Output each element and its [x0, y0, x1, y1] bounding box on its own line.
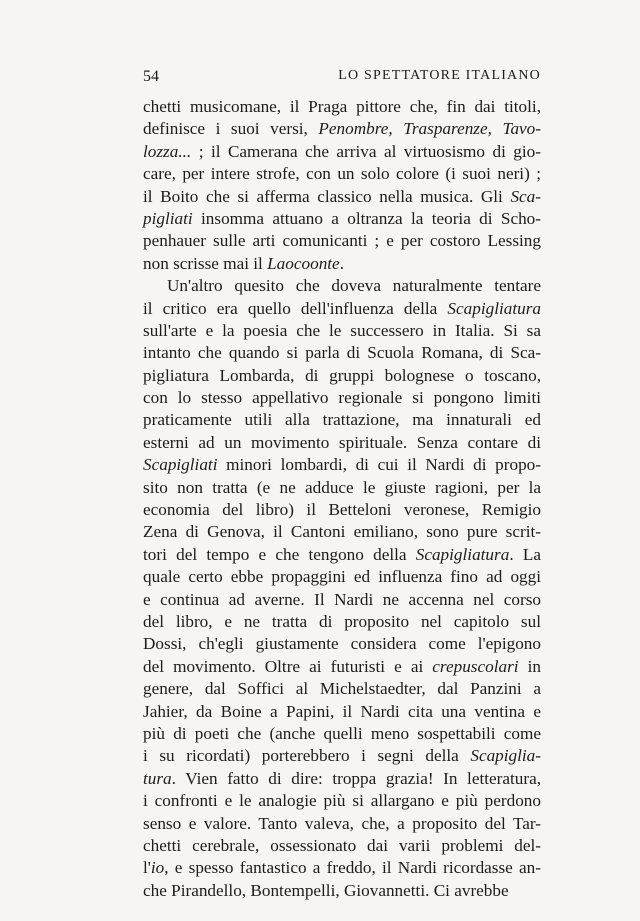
page-header — [143, 68, 541, 92]
text-line — [143, 365, 541, 387]
text-line — [143, 141, 541, 163]
text-line — [143, 835, 541, 857]
body-text — [143, 96, 541, 902]
text-run: , e spesso fantastico a freddo, il Nardi ricordasse an- — [164, 858, 541, 878]
text-run: genere, dal Soffici al Michelstaedter, dal Panzini a — [143, 679, 541, 699]
text-run: penhauer sulle arti comunicanti ; e per costoro Lessing — [143, 231, 541, 251]
text-line — [143, 499, 541, 521]
italic-text: Penombre, Trasparenze, Tavo- — [318, 119, 541, 139]
text-run: il Boito che si afferma classico nella musica. Gli — [143, 186, 511, 206]
text-line — [143, 387, 541, 409]
text-line — [143, 813, 541, 835]
italic-text: Sca- — [510, 186, 541, 206]
text-line — [143, 633, 541, 655]
running-head: LO SPETTATORE ITALIANO — [338, 68, 541, 83]
text-run: intanto che quando si parla di Scuola Romana, di Sca- — [143, 343, 541, 363]
text-run: tori del tempo e che tengono della — [143, 544, 416, 564]
text-line — [143, 320, 541, 342]
text-line — [143, 544, 541, 566]
text-run: chetti cerebrale, ossessionato dai varii problemi del- — [143, 835, 541, 855]
text-run: economia del libro) il Betteloni veronese, Remigio — [143, 500, 541, 520]
text-run: del movimento. Oltre ai futuristi e ai — [143, 656, 433, 676]
text-run: i su ricordati) porterebbero i segni della — [143, 746, 471, 766]
text-line — [143, 857, 541, 879]
text-line — [143, 163, 541, 185]
text-line — [143, 342, 541, 364]
text-line — [143, 208, 541, 230]
text-line — [143, 454, 541, 476]
italic-text: crepuscolari — [432, 656, 519, 676]
paragraph — [143, 275, 541, 902]
text-run: Zena di Genova, il Cantoni emiliano, sono pure scrit- — [143, 522, 541, 542]
text-line — [143, 96, 541, 118]
text-run: quale certo ebbe propaggini ed influenza fino ad oggi — [143, 567, 541, 587]
text-run: più di poeti che (anche quelli meno sospettabili come — [143, 723, 541, 743]
italic-text: Laocoonte — [267, 253, 340, 273]
text-line — [143, 230, 541, 252]
text-run: senso e valore. Tanto valeva, che, a proposito del Tar- — [143, 813, 541, 833]
text-line — [143, 409, 541, 431]
text-run: sito non tratta (e ne adduce le giuste ragioni, per la — [143, 477, 541, 497]
text-run: definisce i suoi versi, — [143, 119, 319, 139]
text-line — [143, 880, 541, 902]
text-run: Dossi, ch'egli giustamente considera come l'epigono — [143, 634, 541, 654]
italic-text: pigliati — [143, 208, 193, 228]
text-run: in — [518, 656, 541, 676]
text-run: l' — [143, 858, 151, 878]
text-line — [143, 678, 541, 700]
text-run: care, per intere strofe, con un solo colore (i suoi neri) ; — [143, 164, 541, 184]
text-line — [143, 275, 541, 297]
text-run: ; il Camerana che arriva al virtuosismo di gio- — [191, 141, 541, 161]
text-run: chetti musicomane, il Praga pittore che, fin dai titoli, — [143, 97, 541, 116]
text-run: del libro, e ne tratta di proposito nel capitolo sul — [143, 611, 541, 631]
italic-text: Scapigliati — [143, 455, 218, 475]
text-run: e continua ad averne. Il Nardi ne accenna nel corso — [143, 589, 541, 609]
text-run: esterni ad un movimento spirituale. Senza contare di — [143, 432, 541, 452]
text-run: non scrisse mai il — [143, 253, 268, 273]
text-line — [143, 118, 541, 140]
italic-text: tura — [143, 768, 172, 788]
text-line — [143, 566, 541, 588]
text-run: Jahier, da Boine a Papini, il Nardi cita una ventina e — [143, 701, 541, 721]
text-run: . Vien fatto di dire: troppa grazia! In letteratura, — [171, 768, 541, 788]
italic-text: io — [150, 858, 165, 878]
text-line — [143, 186, 541, 208]
text-line — [143, 432, 541, 454]
text-run: con lo stesso appellativo regionale si pongono limiti — [143, 388, 541, 408]
text-line — [143, 521, 541, 543]
page-number: 54 — [143, 68, 159, 85]
text-run: . — [339, 253, 344, 273]
text-line — [143, 745, 541, 767]
text-line — [143, 723, 541, 745]
text-run: il critico era quello dell'influenza della — [143, 298, 448, 318]
paragraph — [143, 96, 541, 275]
text-run: sull'arte e la poesia che le successero in Italia. Si sa — [143, 320, 541, 340]
text-line — [143, 656, 541, 678]
text-run: minori lombardi, di cui il Nardi di propo- — [217, 455, 541, 475]
text-line — [143, 790, 541, 812]
text-line — [143, 768, 541, 790]
italic-text: Scapigliatura — [447, 298, 541, 318]
italic-text: lozza... — [143, 141, 192, 161]
text-run: i confronti e le analogie più si allargano e più perdono — [143, 791, 541, 811]
text-line — [143, 253, 541, 275]
text-run: che Pirandello, Bontempelli, Giovannetti. Ci avrebbe — [143, 880, 509, 900]
text-run: pigliatura Lombarda, di gruppi bolognese o toscano, — [143, 365, 541, 385]
text-run: praticamente utili alla trattazione, ma innaturali ed — [143, 410, 541, 430]
text-line — [143, 298, 541, 320]
italic-text: Scapiglia- — [470, 746, 541, 766]
text-line — [143, 611, 541, 633]
text-run: insomma attuano a oltranza la teoria di Scho- — [192, 208, 541, 228]
text-run: Un'altro quesito che doveva naturalmente tentare — [167, 276, 541, 296]
text-line — [143, 701, 541, 723]
text-line — [143, 477, 541, 499]
text-line — [143, 589, 541, 611]
italic-text: Scapigliatura — [415, 544, 510, 564]
text-run: . La — [509, 544, 541, 564]
